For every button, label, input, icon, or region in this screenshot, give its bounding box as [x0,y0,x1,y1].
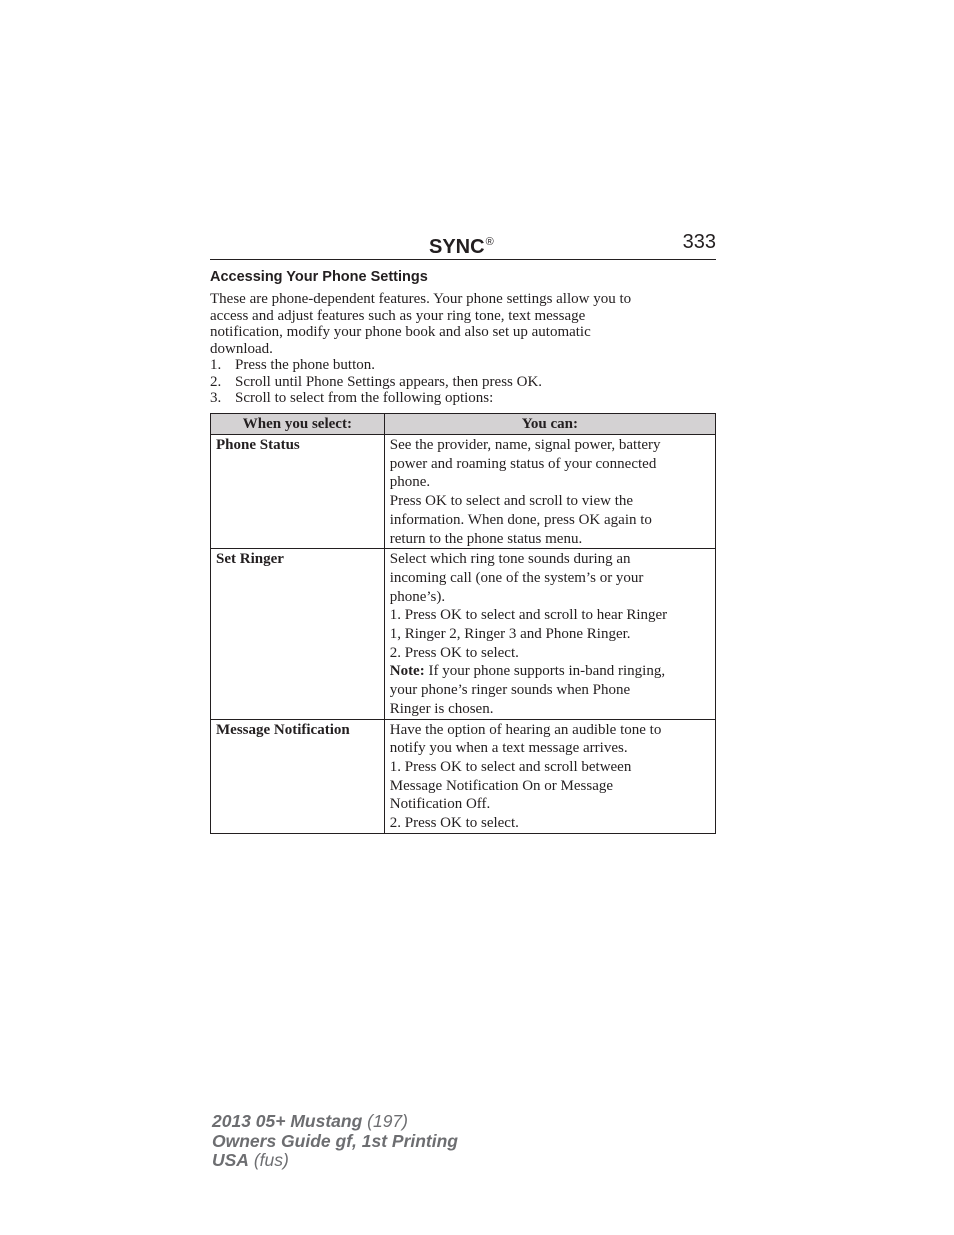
note-line: Ringer is chosen. [389,700,494,717]
option-description [384,435,715,549]
step-item [210,390,716,407]
footer-model: 2013 05+ Mustang [212,1111,363,1131]
step-text: Scroll to select from the following options: [235,390,494,406]
description-line: phone’s). [389,588,446,605]
description-line: Message Notification On or Message [389,777,614,794]
footer-line [212,1112,458,1132]
description-line: incoming call (one of the system’s or your [389,569,644,586]
footer-model-code: (197) [362,1111,408,1131]
step-number: 3. [210,390,222,406]
description-line: 1, Ringer 2, Ringer 3 and Phone Ringer. [389,626,631,643]
intro-line: notification, modify your phone book and also set up automatic [210,324,591,340]
description-line: power and roaming status of your connected [389,455,657,472]
description-line: return to the phone status menu. [389,530,583,547]
description-line: 1. Press OK to select and scroll between [389,758,632,775]
footer-edition: Owners Guide gf, 1st Printing [212,1130,458,1151]
note-line [390,662,710,681]
description-line: Press OK to select and scroll to view the [389,493,634,510]
step-text: Press the phone button. [235,357,375,373]
chapter-title-text: SYNC [429,236,485,258]
option-name: Set Ringer [211,549,385,719]
intro-paragraph [210,291,716,357]
step-number: 2. [210,373,222,390]
note-label: Note: [389,663,425,680]
option-name: Phone Status [211,435,385,549]
description-line: 1. Press OK to select and scroll to hear Ringer [389,607,668,624]
column-header-can: You can: [384,414,715,435]
description-line: Notification Off. [389,796,491,813]
table-row [211,549,716,719]
table-row [211,435,716,549]
description-line: See the provider, name, signal power, battery [389,437,661,453]
footer-market-code: (fus) [248,1150,289,1170]
steps-list [210,357,716,407]
section-body [210,291,716,407]
step-text: Scroll until Phone Settings appears, then press OK. [235,373,543,390]
phone-settings-table [210,413,716,834]
description-line: phone. [389,474,431,491]
footer-market: USA [212,1150,249,1170]
footer-line [212,1151,458,1171]
description-line: Select which ring tone sounds during an [389,551,631,568]
section-title: Accessing Your Phone Settings [210,269,428,285]
step-item [210,374,716,391]
print-footer [212,1112,458,1171]
description-line: information. When done, press OK again to [389,511,652,528]
page-number: 333 [682,231,716,253]
table-header-row [211,414,716,435]
description-line: 2. Press OK to select. [389,815,519,832]
note-line: your phone’s ringer sounds when Phone [389,682,631,699]
step-number: 1. [210,357,222,373]
page-header [210,229,716,260]
step-item [210,357,716,374]
intro-line: access and adjust features such as your ring tone, text message [210,307,586,324]
intro-line: download. [210,340,273,357]
option-description [384,719,715,833]
description-line: notify you when a text message arrives. [389,740,628,757]
chapter-title [429,229,494,260]
option-name: Message Notification [211,719,385,833]
note-text: If your phone supports in-band ringing, [424,663,666,680]
table-row [211,719,716,833]
description-line: 2. Press OK to select. [389,644,519,661]
column-header-select: When you select: [211,414,385,435]
description-line: Have the option of hearing an audible tone to [389,721,662,738]
registered-mark: ® [485,236,494,248]
intro-line: These are phone-dependent features. Your phone settings allow you to [210,291,632,307]
option-description [384,549,715,719]
